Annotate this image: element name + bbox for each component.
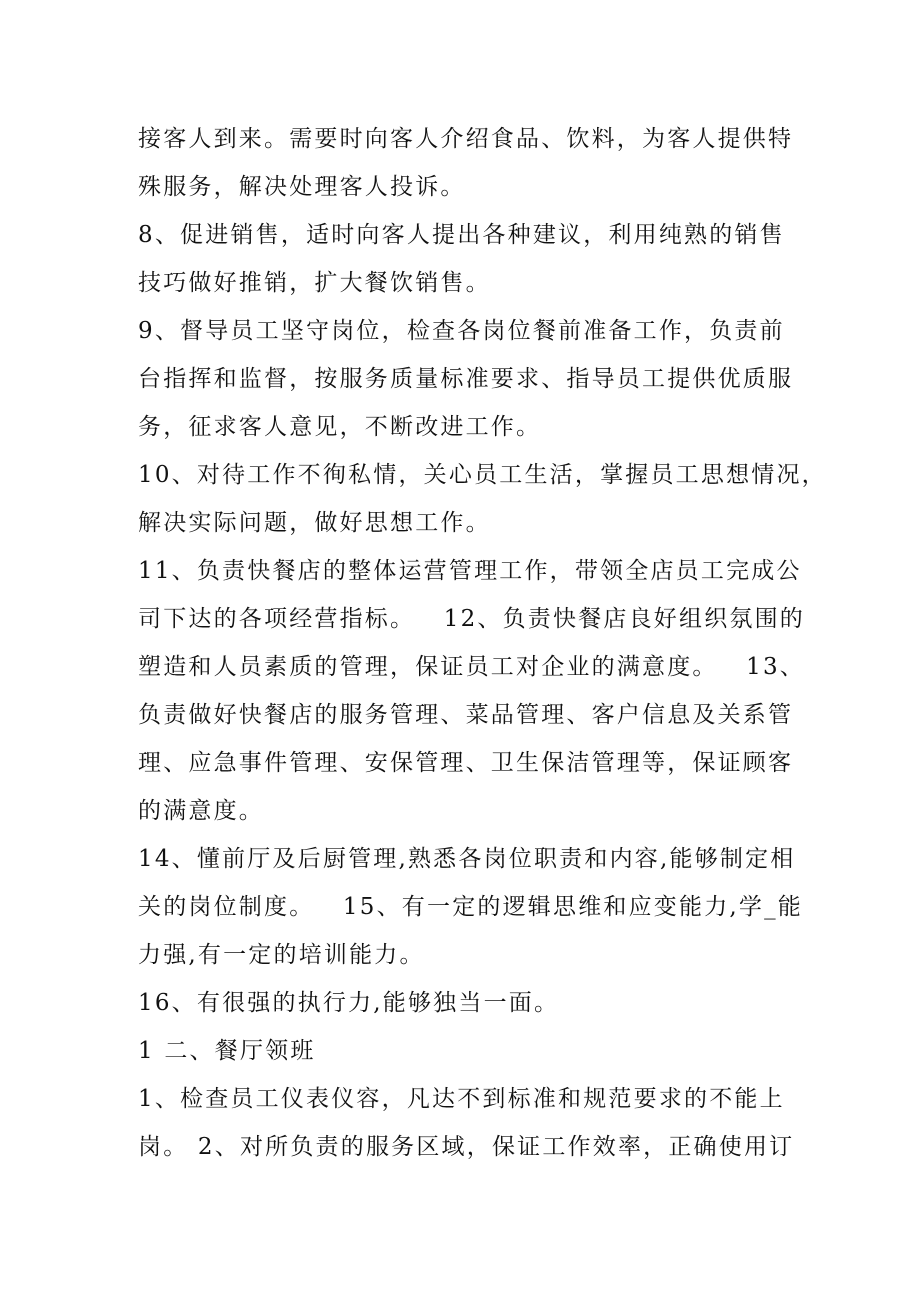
- text-line: 务，征求客人意见，不断改进工作。: [138, 414, 542, 440]
- text-line: 技巧做好推销，扩大餐饮销售。: [138, 270, 491, 296]
- text-line: 8、促进销售，适时向客人提出各种建议，利用纯熟的销售: [138, 222, 785, 248]
- text-line: 负责做好快餐店的服务管理、菜品管理、客户信息及关系管: [138, 702, 794, 728]
- section-heading: 1 二、餐厅领班: [138, 1038, 316, 1064]
- text-line: 司下达的各项经营指标。 12、负责快餐店良好组织氛围的: [138, 606, 805, 632]
- text-line: 岗。 2、对所负责的服务区域，保证工作效率，正确使用订: [138, 1134, 795, 1160]
- text-line: 14、懂前厅及后厨管理,熟悉各岗位职责和内容,能够制定相: [138, 846, 796, 872]
- text-line: 台指挥和监督，按服务质量标准要求、指导员工提供优质服: [138, 366, 794, 392]
- text-line: 关的岗位制度。 15、有一定的逻辑思维和应变能力,学_能: [138, 894, 804, 920]
- text-line: 16、有很强的执行力,能够独当一面。: [138, 990, 560, 1016]
- text-line: 11、负责快餐店的整体运营管理工作，带领全店员工完成公: [138, 558, 802, 584]
- text-line: 的满意度。: [138, 798, 264, 824]
- text-line: 塑造和人员素质的管理，保证员工对企业的满意度。 13、: [138, 654, 805, 680]
- text-line: 9、督导员工坚守岗位，检查各岗位餐前准备工作，负责前: [138, 318, 785, 344]
- text-line: 接客人到来。需要时向客人介绍食品、饮料，为客人提供特: [138, 126, 794, 152]
- text-line: 殊服务，解决处理客人投诉。: [138, 174, 466, 200]
- text-line: 解决实际问题，做好思想工作。: [138, 510, 491, 536]
- text-line: 1、检查员工仪表仪容，凡达不到标准和规范要求的不能上: [138, 1086, 785, 1112]
- text-line: 力强,有一定的培训能力。: [138, 942, 425, 968]
- text-line: 10、对待工作不徇私情，关心员工生活，掌握员工思想情况，: [138, 462, 827, 488]
- text-line: 理、应急事件管理、安保管理、卫生保洁管理等，保证顾客: [138, 750, 794, 776]
